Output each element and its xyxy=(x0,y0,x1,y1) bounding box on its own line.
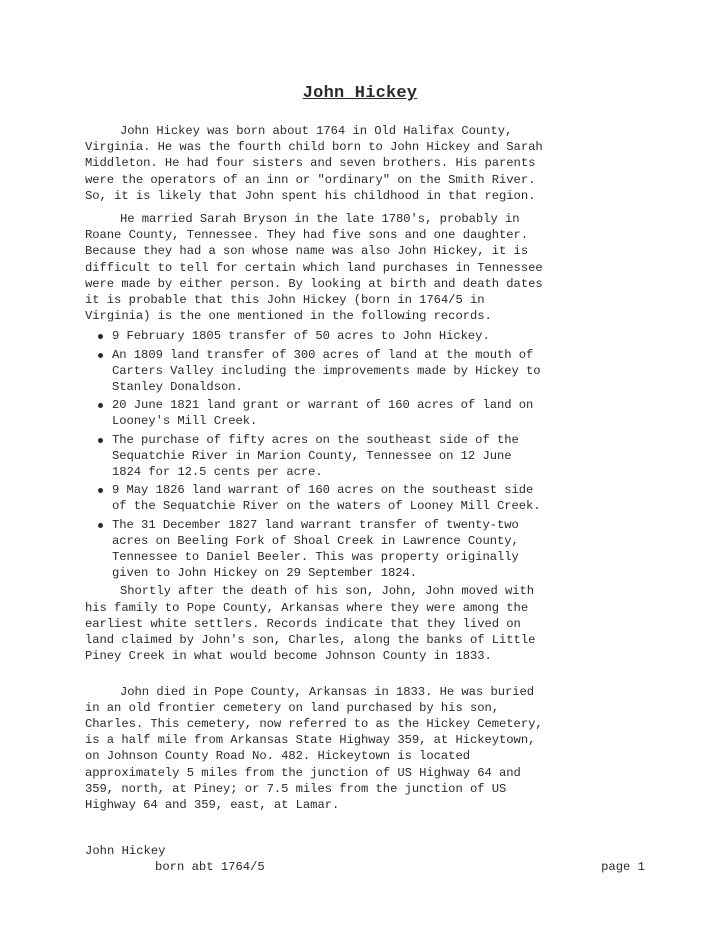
list-item: An 1809 land transfer of 300 acres of land at the mouth of Carters Valley including the improvements made by Hickey to Stanley Donaldson. xyxy=(98,347,645,396)
list-item: The purchase of fifty acres on the southeast side of the Sequatchie River in Marion County, Tennessee on 12 June 1824 for 12.5 cents per acre. xyxy=(98,432,645,481)
footer-name: John Hickey xyxy=(85,844,166,858)
footer-born: born abt 1764/5 xyxy=(155,860,265,875)
paragraph-death: John died in Pope County, Arkansas in 1833. He was buried in an old frontier cemetery on land purchased by his son, Charles. This cemetery, now referred to as the Hickey Cemetery, is a half mile from Arkansas State Highway 359, at Hickeytown, on Johnson County Road No. 482. Hickeytown is located approximately 5 miles from the junction of US Highway 64 and 359, north, at Piney; or 7.5 miles from the junction of US Highway 64 and 359, east, at Lamar. xyxy=(85,684,543,812)
list-item: 9 May 1826 land warrant of 160 acres on the southeast side of the Sequatchie River on the waters of Looney Mill Creek. xyxy=(98,482,645,514)
list-item: 9 February 1805 transfer of 50 acres to John Hickey. xyxy=(98,328,645,344)
list-item: 20 June 1821 land grant or warrant of 160 acres of land on Looney's Mill Creek. xyxy=(98,397,645,429)
paragraph-move-arkansas: Shortly after the death of his son, John, John moved with his family to Pope County, Arkansas where they were among the earliest white settlers. Records indicate that they lived on land claimed by John's son, Charles, along the banks of Little Piney Creek in what would become Johnson County in 1833. xyxy=(85,584,536,664)
list-item: The 31 December 1827 land warrant transfer of twenty-two acres on Beeling Fork of Shoal Creek in Lawrence County, Tennessee to Daniel Beeler. This was property originally given to John Hickey on 29 September 1824. xyxy=(98,517,645,582)
paragraph-birth: John Hickey was born about 1764 in Old Halifax County, Virginia. He was the fourth child born to John Hickey and Sarah Middleton. He had four sisters and seven brothers. His parents were the operators of an inn or "ordinary" on the Smith River. So, it is likely that John spent his childhood in that region. xyxy=(85,124,543,203)
page-number: page 1 xyxy=(601,860,645,874)
paragraph-marriage: He married Sarah Bryson in the late 1780's, probably in Roane County, Tennessee. They had five sons and one daughter. Because they had a son whose name was also John Hickey, it is difficult to tell for certain which land purchases in Tennessee were made by either person. By looking at birth and death dates it is probable that this John Hickey (born in 1764/5 in Virginia) is the one mentioned in the following records. xyxy=(85,212,543,324)
page-footer xyxy=(85,843,645,875)
land-records-list xyxy=(85,328,645,581)
page-title: John Hickey xyxy=(302,84,418,103)
document-body xyxy=(85,123,645,813)
